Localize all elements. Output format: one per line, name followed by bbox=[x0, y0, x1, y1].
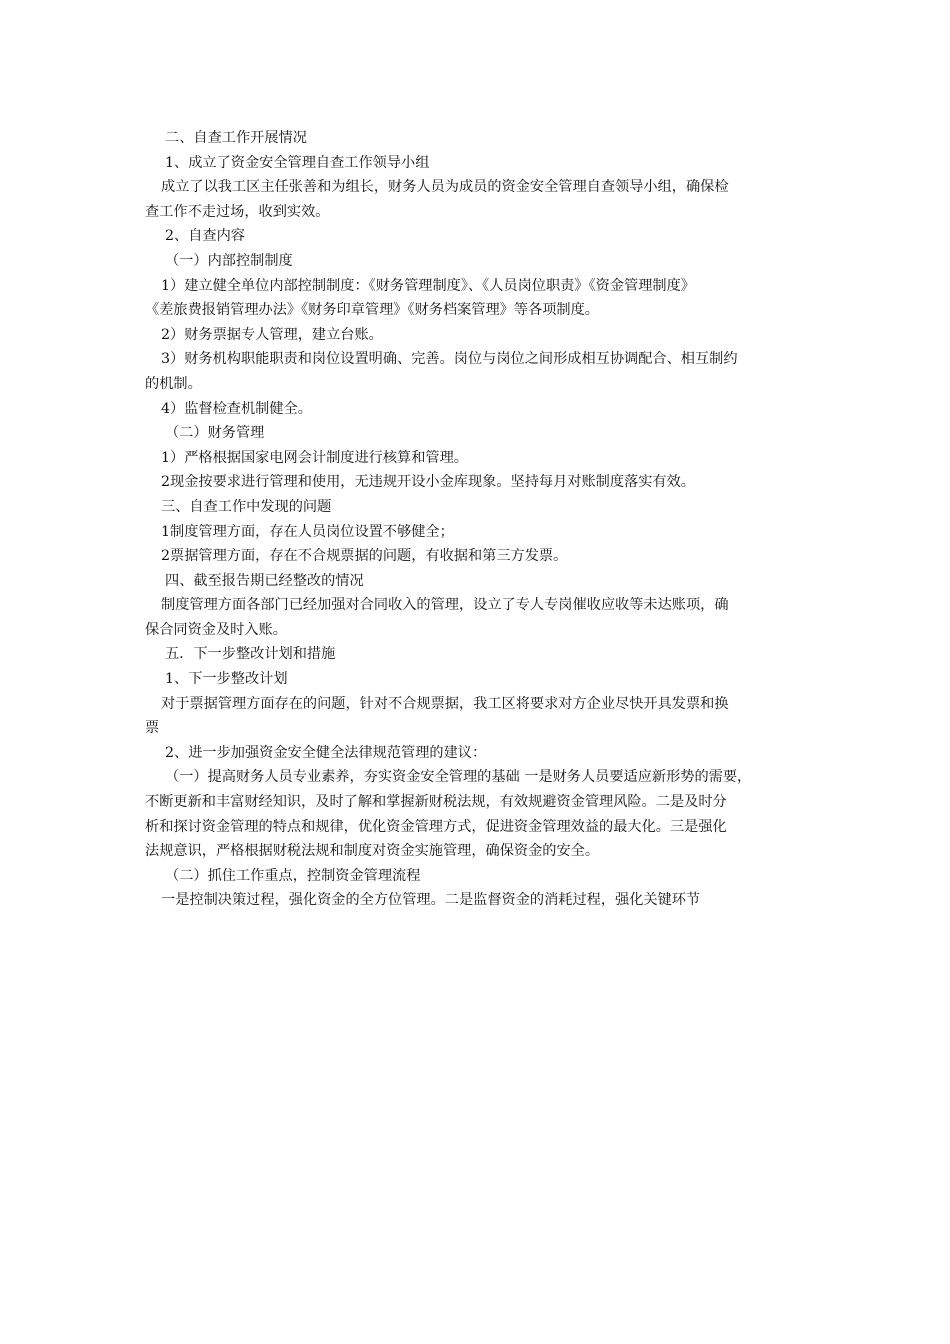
paragraph-line: 一是控制决策过程，强化资金的全方位管理。二是监督资金的消耗过程，强化关键环节 bbox=[161, 892, 701, 909]
list-item: 1）建立健全单位内部控制制度：《财务管理制度》、《人员岗位职责》《资金管理制度》 bbox=[161, 277, 695, 294]
paragraph-line: 成立了以我工区主任张善和为组长，财务人员为成员的资金安全管理自查领导小组，确保检 bbox=[161, 179, 729, 196]
document-body bbox=[145, 126, 810, 913]
paragraph-line: 法规意识，严格根据财税法规和制度对资金实施管理，确保资金的安全。 bbox=[145, 843, 600, 860]
paragraph-line: 查工作不走过场，收到实效。 bbox=[145, 203, 330, 220]
list-item: 3）财务机构职能职责和岗位设置明确、完善。岗位与岗位之间形成相互协调配合、相互制约 bbox=[161, 351, 738, 368]
paragraph-line: 对于票据管理方面存在的问题，针对不合规票据，我工区将要求对方企业尽快开具发票和换 bbox=[161, 695, 729, 712]
subsection-heading: 1、成立了资金安全管理自查工作领导小组 bbox=[165, 154, 430, 171]
subsection-heading: （二）财务管理 bbox=[165, 425, 265, 442]
section-heading-2: 二、自查工作开展情况 bbox=[165, 130, 307, 146]
subsection-heading: 1、下一步整改计划 bbox=[165, 671, 288, 688]
list-item: 2票据管理方面，存在不合规票据的问题，有收据和第三方发票。 bbox=[161, 548, 568, 565]
paragraph-line: 票 bbox=[145, 720, 160, 737]
paragraph-line: 不断更新和丰富财经知识，及时了解和掌握新财税法规，有效规避资金管理风险。二是及时分 bbox=[145, 794, 727, 811]
list-item: 2现金按要求进行管理和使用，无违规开设小金库现象。坚持每月对账制度落实有效。 bbox=[161, 474, 695, 491]
section-heading-3: 三、自查工作中发现的问题 bbox=[161, 498, 332, 515]
paragraph-line: 保合同资金及时入账。 bbox=[145, 621, 287, 638]
subsection-heading: （一）内部控制制度 bbox=[165, 252, 293, 269]
list-item-continuation: 《差旅费报销管理办法》《财务印章管理》《财务档案管理》等各项制度。 bbox=[145, 302, 599, 319]
section-heading-5: 五．下一步整改计划和措施 bbox=[165, 646, 336, 663]
subsection-heading: 2、进一步加强资金安全健全法律规范管理的建议： bbox=[165, 744, 487, 761]
list-item: 1）严格根据国家电网会计制度进行核算和管理。 bbox=[161, 449, 468, 466]
list-item: 2）财务票据专人管理，建立台账。 bbox=[161, 326, 383, 343]
subsection-heading: （二）抓住工作重点，控制资金管理流程 bbox=[165, 867, 421, 884]
paragraph-line: 制度管理方面各部门已经加强对合同收入的管理，设立了专人专岗催收应收等未达账项，确 bbox=[161, 597, 729, 614]
section-heading-4: 四、截至报告期已经整改的情况 bbox=[165, 572, 364, 589]
subsection-heading: 2、自查内容 bbox=[165, 228, 245, 245]
list-item: 4）监督检查机制健全。 bbox=[161, 400, 312, 417]
paragraph-line: 析和探讨资金管理的特点和规律，优化资金管理方式，促进资金管理效益的最大化。三是强化 bbox=[145, 818, 727, 835]
list-item-continuation: 的机制。 bbox=[145, 375, 202, 392]
paragraph-line: （一）提高财务人员专业素养，夯实资金安全管理的基础 一是财务人员要适应新形势的需要， bbox=[165, 769, 752, 786]
list-item: 1制度管理方面，存在人员岗位设置不够健全； bbox=[161, 523, 454, 540]
